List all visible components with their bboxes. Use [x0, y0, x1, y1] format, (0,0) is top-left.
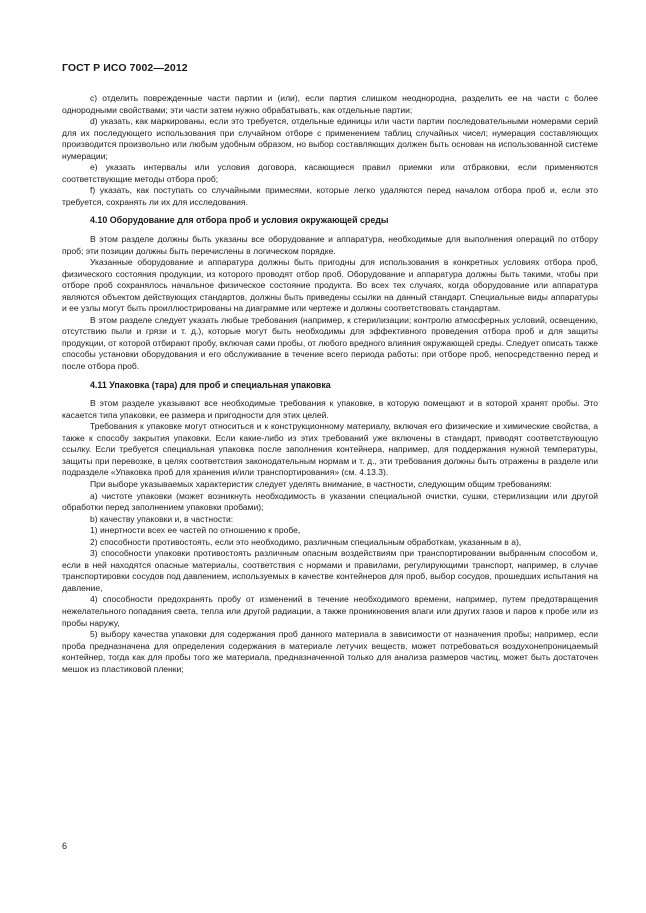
document-header: ГОСТ Р ИСО 7002—2012 — [62, 62, 188, 74]
paragraph: f) указать, как поступать со случайными примесями, которые легко удаляются перед началом отбора проб и, если это требуется, сохранять ли их для исследования. — [62, 185, 598, 207]
list-item: 2) способности противостоять, если это необходимо, различным специальным обработкам, указанным в а), — [90, 536, 522, 547]
paragraph: d) указать, как маркированы, если это требуется, отдельные единицы или части партии последовательными номерами серий для их последующего использования при случайном отборе с применением таблиц случайных чисел; нумерация составляющих производится произвольно или любым удобным образом, но выбор составляющих должен быть основан на использованной системе нумерации; — [62, 116, 598, 161]
paragraph: Указанные оборудование и аппаратура должны быть пригодны для использования в конкретных условиях отбора проб, физического состояния продукции, из которого проводят отбор проб. Оборудование и аппаратура должны быть такими, чтобы при отборе проб сохранялось начальное физическое состояние продукта. Во всех тех случаях, когда оборудование или аппаратура являются объектом действующих стандартов, должны быть приведены ссылки на данный стандарт. Специальные виды аппаратуры и ее узлы могут быть проиллюстрированы на диаграмме или чертеже и должны соответствовать стандартам. — [62, 257, 598, 314]
list-item: 5) выбору качества упаковки для содержания проб данного материала в зависимости от назначения пробы; например, если проба предназначена для определения содержания в материале летучих веществ, может потребоваться воздухонепроницаемый контейнер, тогда как для пробы того же материала, предназначенной только для анализа размеров частиц, может быть достаточен мешок из пластиковой пленки; — [62, 629, 598, 674]
paragraph: Требования к упаковке могут относиться и к конструкционному материалу, включая его физические и химические свойства, а также к способу закрытия упаковки. Если какие-либо из этих требований уже включены в стандарт, приводят соответствующую ссылку. Если требуется специальная упаковка после заполнения контейнера, например, для поддержания нужной температуры, защиты при перевозке, в целях соответствия законодательным нормам и т. д., эти требования должны быть отражены в разделе или подразделе «Упаковка проб для хранения и/или транспортирования» (см. 4.13.3). — [62, 421, 598, 478]
list-item: a) чистоте упаковки (может возникнуть необходимость в указании специальной очистки, сушки, стерилизации или другой обработки перед заполнением упаковки пробами); — [62, 490, 598, 513]
list-item: b) качеству упаковки и, в частности: — [90, 513, 234, 524]
list-item: 4) способности предохранять пробу от изменений в течение необходимого времени, например, путем предотвращения нежелательного попадания света, тепла или другой радиации, а также проникновения влаги или других газов и паров к пробе или из пробы наружу, — [62, 594, 598, 628]
paragraph: e) указать интервалы или условия договора, касающиеся правил приемки или отбраковки, если применяются соответствующие методы отбора проб; — [62, 162, 598, 184]
paragraph: c) отделить поврежденные части партии и (или), если партия слишком неоднородна, разделить ее на части с более однородными свойствами; эти части затем нужно обрабатывать, как отдельные партии; — [62, 93, 598, 115]
document-body — [62, 93, 598, 675]
section-heading-4-10: 4.10 Оборудование для отбора проб и условия окружающей среды — [90, 215, 389, 226]
paragraph: В этом разделе должны быть указаны все оборудование и аппаратура, необходимые для выполнения операций по отбору проб; эти позиции должны быть перечислены в логическом порядке. — [62, 234, 598, 256]
paragraph: При выборе указываемых характеристик следует уделять внимание, в частности, следующим общим требованиям: — [90, 478, 552, 489]
paragraph: В этом разделе указывают все необходимые требования к упаковке, в которую помещают и в которой хранят пробы. Это касается типа упаковки, ее размера и пригодности для этих целей. — [62, 398, 598, 420]
list-item: 1) инертности всех ее частей по отношению к пробе, — [90, 525, 301, 536]
paragraph: В этом разделе следует указать любые требования (например, к стерилизации; контролю атмосферных условий, освещению, отсутствию пыли и грязи и т. д.), которые могут быть необходимы для эффективного проведения отбора проб и для защиты продукции, от которой отбирают пробу, включая сами пробы, от любого вредного влияния окружающей среды. Следует описать также способы установки оборудования и его обслуживание в течение всего периода работы: при отборе проб, непосредственно перед и после отбора проб. — [62, 314, 599, 372]
list-item: 3) способности упаковки противостоять различным опасным воздействиям при транспортировании выбранным способом и, если в ней находятся опасные материалы, соответствия с нормами и правилами, регулирующими транспорт, например, в случае транспортировки сосудов под давлением, используемых в качестве контейнеров для проб, выбор сосудов, прошедших испытания на давление, — [62, 548, 598, 593]
section-heading-4-11: 4.11 Упаковка (тара) для проб и специальная упаковка — [90, 379, 331, 390]
page-number: 6 — [62, 841, 68, 851]
